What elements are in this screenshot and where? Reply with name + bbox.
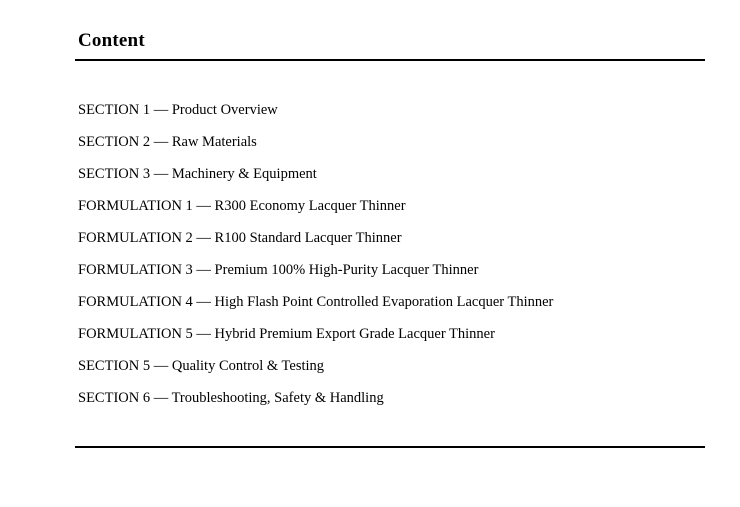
toc-entry-section-5: SECTION 5 — Quality Control & Testing (78, 358, 325, 374)
title-underline-rule (75, 59, 705, 61)
toc-entry-section-6: SECTION 6 — Troubleshooting, Safety & Handling (78, 390, 384, 406)
toc-entry-section-1: SECTION 1 — Product Overview (78, 102, 278, 118)
toc-entry-section-3: SECTION 3 — Machinery & Equipment (78, 166, 317, 182)
toc-entry-formulation-5: FORMULATION 5 — Hybrid Premium Export Grade Lacquer Thinner (78, 326, 495, 342)
footer-rule (75, 446, 705, 448)
toc-entry-section-2: SECTION 2 — Raw Materials (78, 134, 257, 150)
toc-entry-formulation-2: FORMULATION 2 — R100 Standard Lacquer Thinner (78, 230, 402, 246)
table-of-contents (78, 94, 698, 414)
toc-entry-formulation-3: FORMULATION 3 — Premium 100% High-Purity Lacquer Thinner (78, 262, 479, 278)
page-title: Content (78, 30, 145, 51)
toc-entry-formulation-1: FORMULATION 1 — R300 Economy Lacquer Thinner (78, 198, 406, 214)
toc-entry-formulation-4: FORMULATION 4 — High Flash Point Controlled Evaporation Lacquer Thinner (78, 294, 554, 310)
